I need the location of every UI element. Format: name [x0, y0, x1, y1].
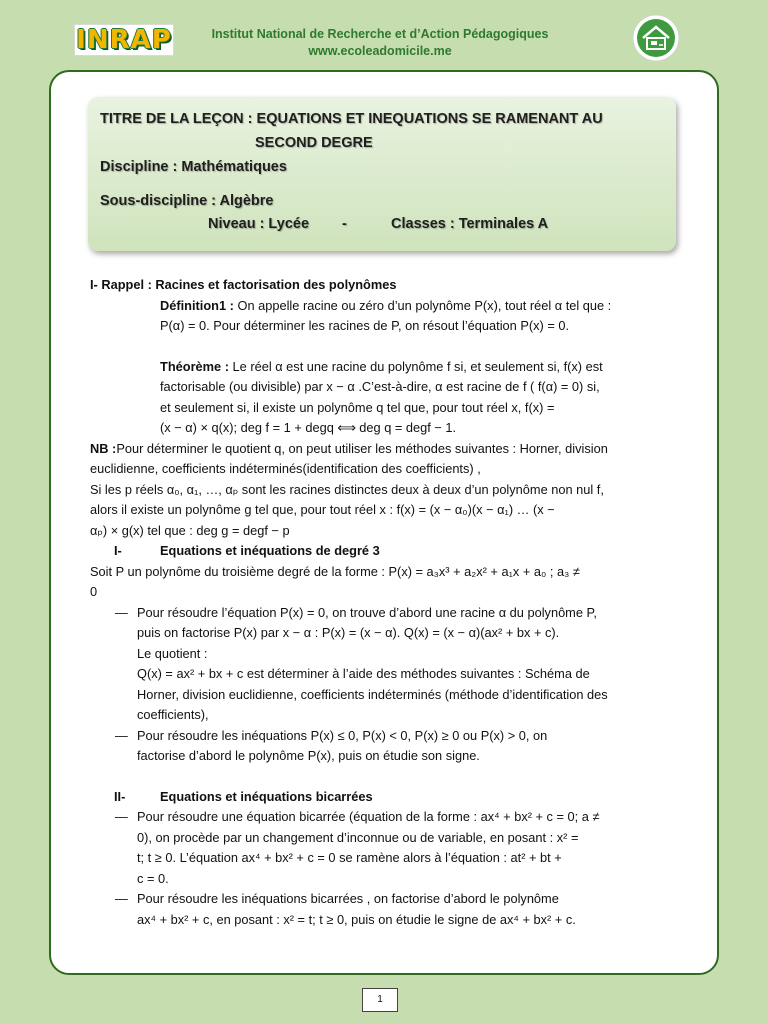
bullet4-line2: ax⁴ + bx² + c, en posant : x² = t; t ≥ 0, puis on étudie le signe de ax⁴ + bx² + c. — [137, 911, 576, 927]
discipline: Discipline : Mathématiques — [100, 159, 287, 175]
bullet1-line1: Pour résoudre l’équation P(x) = 0, on trouve d’abord une racine α du polynôme P, — [137, 604, 597, 620]
lesson-title-line1: TITRE DE LA LEÇON : EQUATIONS ET INEQUATIONS SE RAMENANT AU — [100, 111, 603, 127]
section1-intro-line2: 0 — [90, 584, 98, 599]
theorem-line2: factorisable (ou divisible) par x − α .C’est-à-dire, α est racine de f ( f(α) = 0) si, — [160, 379, 600, 394]
bullet-bicarree-equation — [90, 807, 680, 889]
nb-line3: Si les p réels α₀, α₁, …, αₚ sont les racines distinctes deux à deux d’un polynôme non nul f, — [90, 481, 604, 497]
inrap-logo — [74, 24, 174, 56]
website: www.ecoleadomicile.me — [308, 44, 452, 58]
bullet3-line1: Pour résoudre une équation bicarrée (équation de la forme : ax⁴ + bx² + c = 0; a ≠ — [137, 809, 600, 824]
section1-title: Equations et inéquations de degré 3 — [160, 543, 380, 558]
nb-label: NB : — [90, 440, 117, 456]
lesson-title-line2: SECOND DEGRE — [255, 135, 373, 151]
section1-number: I- — [114, 543, 122, 558]
bullet3-line4: c = 0. — [137, 870, 169, 886]
bullet3-line3: t; t ≥ 0. L’équation ax⁴ + bx² + c = 0 se ramène alors à l’équation : at² + bt + — [137, 850, 562, 865]
institute-name: Institut National de Recherche et d’Action Pédagogiques — [211, 27, 549, 41]
nb-line4: alors il existe un polynôme g tel que, pour tout réel x : f(x) = (x − α₀)(x − α₁) … (x − — [90, 502, 555, 517]
bullet4-line1: Pour résoudre les inéquations bicarrées , on factorise d’abord le polynôme — [137, 891, 559, 906]
theorem-label: Théorème : — [160, 358, 229, 374]
section2-number: II- — [114, 788, 126, 804]
header-text — [190, 26, 570, 60]
theorem-line4: (x − α) × q(x); deg f = 1 + degq ⟺ deg q = degf − 1. — [160, 420, 457, 435]
definition1-text: On appelle racine ou zéro d’un polynôme P(x), tout réel α tel que : — [233, 297, 612, 313]
lesson-title-box — [88, 97, 676, 251]
school-house-logo-icon — [632, 14, 680, 62]
page-number: 1 — [362, 988, 398, 1012]
theorem — [90, 357, 680, 378]
theorem-line1: Le réel α est une racine du polynôme f si, et seulement si, f(x) est — [228, 358, 603, 374]
bullet1-line5: Horner, division euclidienne, coefficients indéterminés (méthode d’identification des — [137, 686, 608, 702]
lesson-content — [90, 275, 680, 930]
bullet1-line2: puis on factorise P(x) par x − α : P(x) = (x − α). Q(x) = (x − α)(ax² + bx + c). — [137, 625, 560, 640]
bullet-equation-degree3 — [90, 603, 680, 726]
section2-heading — [90, 787, 680, 808]
definition1 — [90, 296, 680, 317]
bullet1-line3: Le quotient : — [137, 645, 208, 661]
nb-line5: αₚ) × g(x) tel que : deg g = degf − p — [90, 522, 290, 538]
bullet-inequation-degree3 — [90, 726, 680, 767]
bullet-bicarree-inequation — [90, 889, 680, 930]
dash-bullet-icon: — — [115, 809, 128, 824]
bullet2-line1: Pour résoudre les inéquations P(x) ≤ 0, P(x) < 0, P(x) ≥ 0 ou P(x) > 0, on — [137, 727, 548, 743]
theorem-line3: et seulement si, il existe un polynôme q tel que, pour tout réel x, f(x) = — [160, 399, 555, 415]
definition1-line2: P(α) = 0. Pour déterminer les racines de P, on résout l’équation P(x) = 0. — [160, 318, 570, 333]
inrap-logo-text: INRAP — [76, 25, 172, 55]
section1-heading — [90, 541, 680, 562]
section1-intro-line1: Soit P un polynôme du troisième degré de la forme : P(x) = a₃x³ + a₂x² + a₁x + a₀ ; a₃ ≠ — [90, 563, 580, 579]
definition1-label: Définition1 : — [160, 297, 234, 313]
bullet2-line2: factorise d’abord le polynôme P(x), puis on étudie son signe. — [137, 748, 480, 763]
nb-line1: Pour déterminer le quotient q, on peut utiliser les méthodes suivantes : Horner, division — [116, 440, 608, 456]
rappel-heading: I- Rappel : Racines et factorisation des polynômes — [90, 277, 397, 292]
nb-line2: euclidienne, coefficients indéterminés(identification des coefficients) , — [90, 461, 481, 476]
niveau: Niveau : Lycée — [208, 216, 310, 232]
dash-bullet-icon: — — [115, 891, 128, 906]
sous-discipline: Sous-discipline : Algèbre — [100, 193, 274, 209]
bullet3-line2: 0), on procède par un changement d’inconnue ou de variable, en posant : x² = — [137, 829, 579, 845]
classes: Classes : Terminales A — [391, 216, 549, 232]
separator: - — [342, 216, 347, 232]
dash-bullet-icon: — — [115, 727, 128, 743]
dash-bullet-icon: — — [115, 604, 128, 620]
bullet1-line4: Q(x) = ax² + bx + c est déterminer à l’aide des méthodes suivantes : Schéma de — [137, 666, 590, 681]
section2-title: Equations et inéquations bicarrées — [160, 788, 373, 804]
nb-note — [90, 439, 680, 460]
bullet1-line6: coefficients), — [137, 707, 209, 722]
